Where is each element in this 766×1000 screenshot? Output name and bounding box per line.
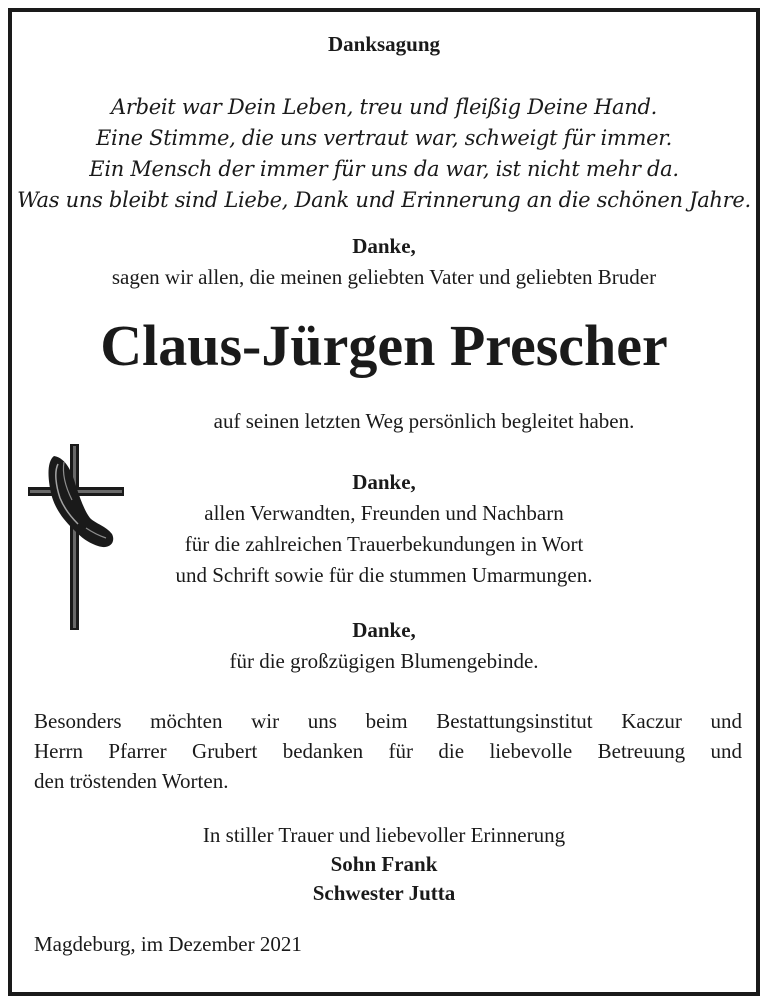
danke-heading: Danke, xyxy=(352,234,416,258)
obituary-notice xyxy=(8,8,760,996)
signatory: Sohn Frank xyxy=(330,852,438,876)
thanks-line: allen Verwandten, Freunden und Nachbarn xyxy=(204,501,564,525)
danke-heading: Danke, xyxy=(352,618,416,642)
thanks-line: für die großzügigen Blumengebinde. xyxy=(229,649,539,673)
poem xyxy=(12,92,756,216)
danke-heading: Danke, xyxy=(352,470,416,494)
thanks-line: auf seinen letzten Weg persönlich begleitet haben. xyxy=(213,409,635,433)
deceased-name: Claus-Jürgen Prescher xyxy=(100,313,668,378)
notice-heading: Danksagung xyxy=(327,32,441,56)
thanks-block xyxy=(12,498,756,591)
closing-line: In stiller Trauer und liebevoller Erinnerung xyxy=(202,823,566,847)
poem-line: Ein Mensch der immer für uns da war, ist nicht mehr da. xyxy=(89,157,679,181)
paragraph-line: Herrn Pfarrer Grubert bedanken für die liebevolle Betreuung und xyxy=(34,739,742,763)
thanks-line: sagen wir allen, die meinen geliebten Vater und geliebten Bruder xyxy=(111,265,657,289)
thanks-line: und Schrift sowie für die stummen Umarmungen. xyxy=(175,563,593,587)
place-date: Magdeburg, im Dezember 2021 xyxy=(34,932,302,956)
signatory: Schwester Jutta xyxy=(312,881,456,905)
special-thanks-paragraph xyxy=(34,706,742,796)
thanks-line: für die zahlreichen Trauerbekundungen in Wort xyxy=(184,532,584,556)
poem-line: Arbeit war Dein Leben, treu und fleißig Deine Hand. xyxy=(111,95,657,119)
paragraph-line: den tröstenden Worten. xyxy=(34,769,229,793)
paragraph-line: Besonders möchten wir uns beim Bestattungsinstitut Kaczur und xyxy=(34,709,742,733)
poem-line: Eine Stimme, die uns vertraut war, schweigt für immer. xyxy=(95,126,673,150)
poem-line: Was uns bleibt sind Liebe, Dank und Erinnerung an die schönen Jahre. xyxy=(17,188,751,212)
